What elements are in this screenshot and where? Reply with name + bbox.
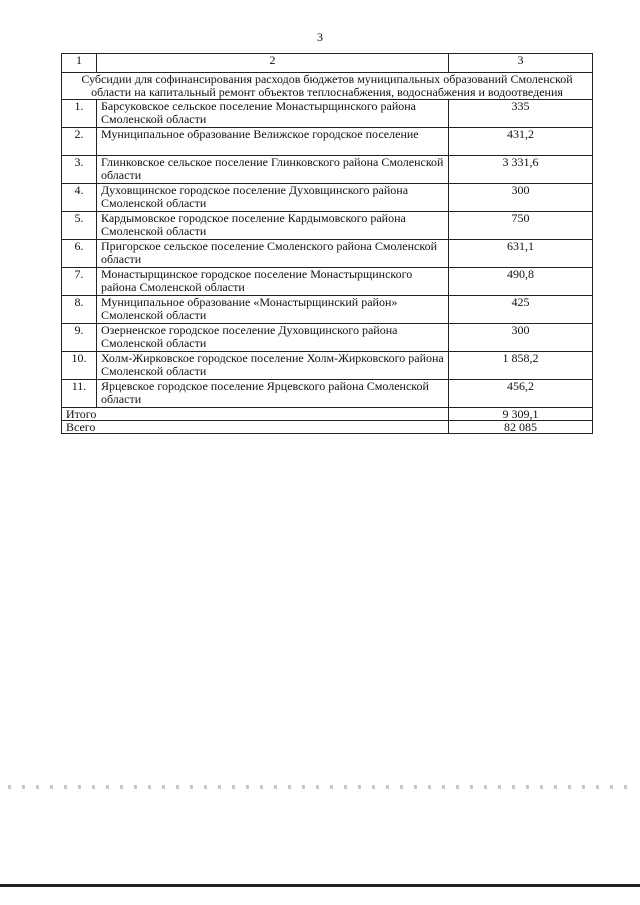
page-number: 3 [317,30,323,44]
subsidy-amount: 335 [449,100,593,128]
municipality-name: Духовщинское городское поселение Духовщинского района Смоленской области [97,184,449,212]
municipality-name: Муниципальное образование «Монастырщинский район» Смоленской области [97,296,449,324]
municipality-name: Барсуковское сельское поселение Монастырщинского района Смоленской области [97,100,449,128]
table-row [62,156,593,184]
subsidies-table [61,53,593,434]
row-number: 9. [62,324,97,352]
subtotal-row-label: Итого [62,408,449,421]
bottom-rule [0,884,640,887]
table-header-row [62,54,593,73]
table-row [62,128,593,156]
municipality-name: Монастырщинское городское поселение Монастырщинского района Смоленской области [97,268,449,296]
table-row [62,240,593,268]
table-row [62,296,593,324]
row-number: 6. [62,240,97,268]
row-number: 7. [62,268,97,296]
row-number: 11. [62,380,97,408]
total-row [62,421,593,434]
subsidy-amount: 300 [449,184,593,212]
municipality-name: Холм-Жирковское городское поселение Холм-Жирковского района Смоленской области [97,352,449,380]
table-row [62,100,593,128]
section-title-row [62,73,593,100]
subsidy-amount: 490,8 [449,268,593,296]
subtotal-row [62,408,593,421]
subsidy-amount: 431,2 [449,128,593,156]
subsidy-amount: 456,2 [449,380,593,408]
table-row [62,184,593,212]
row-number: 10. [62,352,97,380]
subsidy-amount: 750 [449,212,593,240]
table-row [62,324,593,352]
municipality-name: Кардымовское городское поселение Кардымовского района Смоленской области [97,212,449,240]
table-row [62,212,593,240]
row-number: 8. [62,296,97,324]
table-row [62,268,593,296]
section-title: Субсидии для софинансирования расходов бюджетов муниципальных образований Смоленской области на капитальный ремонт объектов теплоснабжения, водоснабжения и водоотведения [62,73,593,100]
row-number: 5. [62,212,97,240]
subsidy-amount: 300 [449,324,593,352]
subsidy-amount: 425 [449,296,593,324]
column-header-3: 3 [449,54,593,73]
subsidy-amount: 3 331,6 [449,156,593,184]
subsidy-amount: 631,1 [449,240,593,268]
subsidy-amount: 1 858,2 [449,352,593,380]
row-number: 3. [62,156,97,184]
subtotal-row-value: 9 309,1 [449,408,593,421]
total-row-value: 82 085 [449,421,593,434]
row-number: 2. [62,128,97,156]
total-row-label: Всего [62,421,449,434]
municipality-name: Озерненское городское поселение Духовщинского района Смоленской области [97,324,449,352]
row-number: 4. [62,184,97,212]
table-row [62,380,593,408]
scan-artifact [8,785,628,789]
table-row [62,352,593,380]
column-header-2: 2 [97,54,449,73]
column-header-1: 1 [62,54,97,73]
municipality-name: Пригорское сельское поселение Смоленского района Смоленской области [97,240,449,268]
municipality-name: Ярцевское городское поселение Ярцевского района Смоленской области [97,380,449,408]
municipality-name: Глинковское сельское поселение Глинковского района Смоленской области [97,156,449,184]
municipality-name: Муниципальное образование Велижское городское поселение [97,128,449,156]
row-number: 1. [62,100,97,128]
